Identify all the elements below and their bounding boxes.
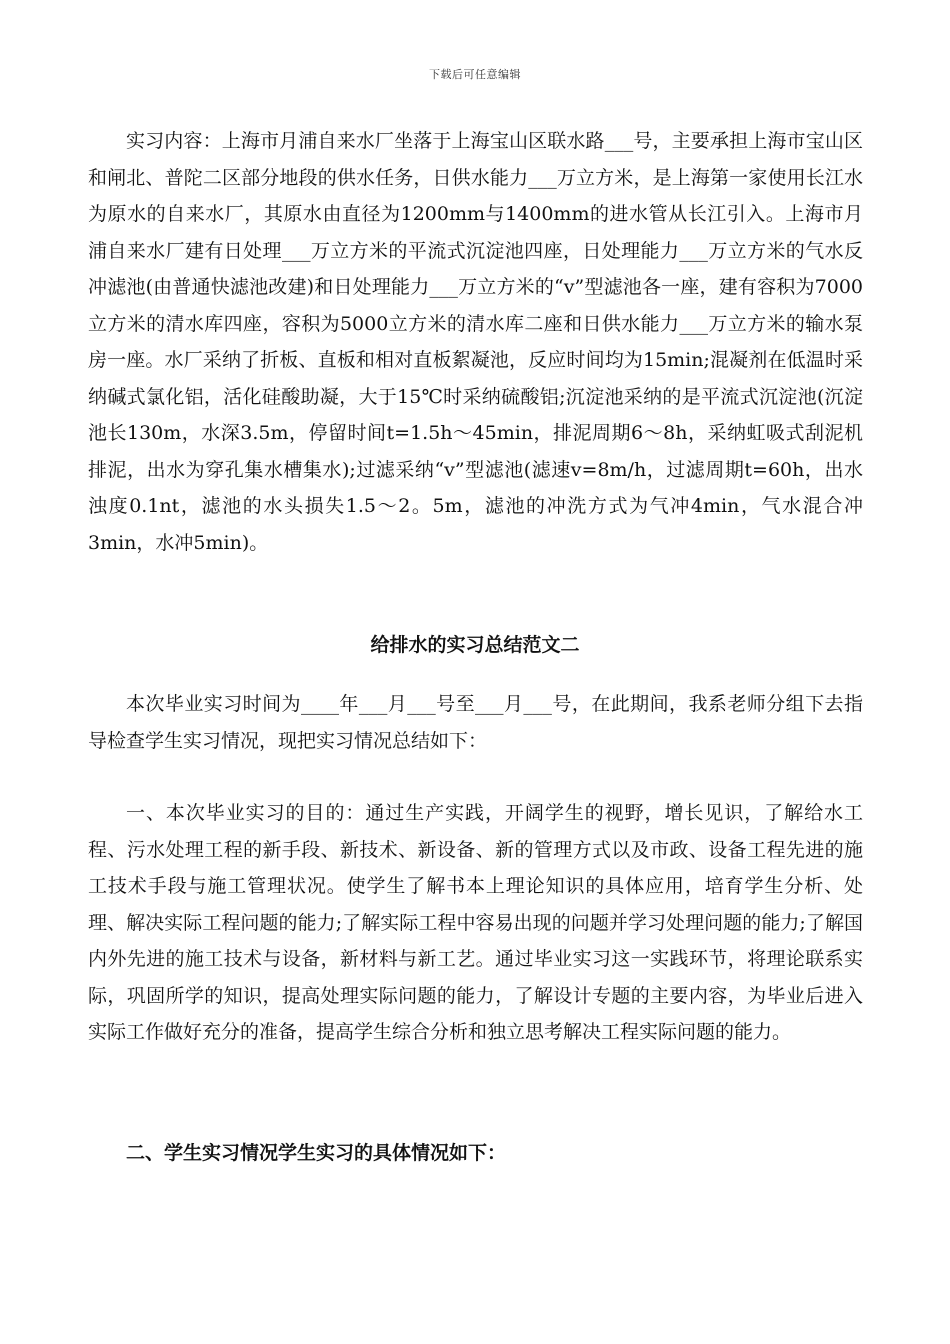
paragraph-internship-purpose: 一、本次毕业实习的目的：通过生产实践，开阔学生的视野，增长见识，了解给水工程、污水处理工程的新手段、新技术、新设备、新的管理方式以及市政、设备工程先进的施工技术手段与施工管理状况。使学生了解书本上理论知识的具体应用，培育学生分析、处理、解决实际工程问题的能力;了解实际工程中容易出现的问题并学习处理问题的能力;了解国内外先进的施工技术与设备，新材料与新工艺。通过毕业实习这一实践环节，将理论联系实际，巩固所学的知识，提高处理实际问题的能力，了解设计专题的主要内容，为毕业后进入实际工作做好充分的准备，提高学生综合分析和独立思考解决工程实际问题的能力。	[88, 802, 863, 1043]
section-title: 给排水的实习总结范文二	[370, 634, 580, 656]
page-header: 下载后可任意编辑	[429, 68, 521, 81]
subsection-title: 二、学生实习情况学生实习的具体情况如下：	[126, 1142, 507, 1164]
paragraph-internship-period: 本次毕业实习时间为____年___月___号至___月___号，在此期间，我系老师分组下去指导检查学生实习情况，现把实习情况总结如下：	[88, 693, 863, 752]
paragraph-internship-content: 实习内容：上海市月浦自来水厂坐落于上海宝山区联水路___号，主要承担上海市宝山区和闸北、普陀二区部分地段的供水任务，日供水能力___万立方米，是上海第一家使用长江水为原水的自来水厂，其原水由直径为1200mm与1400mm的进水管从长江引入。上海市月浦自来水厂建有日处理___万立方米的平流式沉淀池四座，日处理能力___万立方米的气水反冲滤池(由普通快滤池改建)和日处理能力___万立方米的“v”型滤池各一座，建有容积为7000立方米的清水库四座，容积为5000立方米的清水库二座和日供水能力___万立方米的输水泵房一座。水厂采纳了折板、直板和相对直板絮凝池，反应时间均为15min;混凝剂在低温时采纳碱式氯化铝，活化硅酸助凝，大于15℃时采纳硫酸铝;沉淀池采纳的是平流式沉淀池(沉淀池长130m，水深3.5m，停留时间t=1.5h～45min，排泥周期6～8h，采纳虹吸式刮泥机排泥，出水为穿孔集水槽集水);过滤采纳“v”型滤池(滤速v=8m/h，过滤周期t=60h，出水浊度0.1nt，滤池的水头损失1.5～2。5m，滤池的冲洗方式为气冲4min，气水混合冲3min，水冲5min)。	[88, 130, 863, 554]
